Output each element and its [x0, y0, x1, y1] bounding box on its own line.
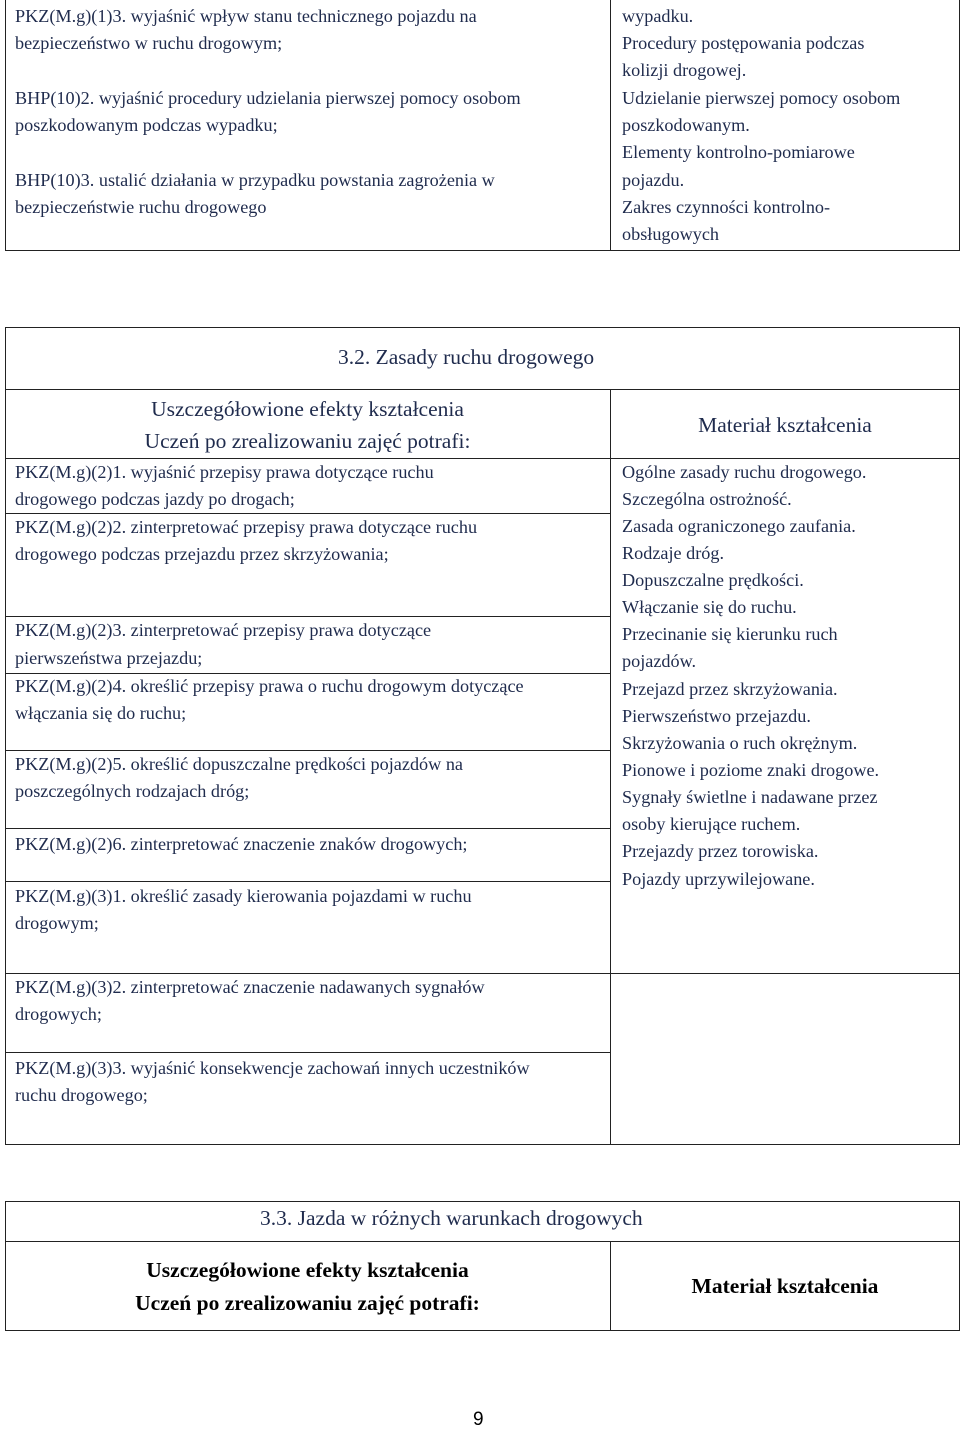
row-divider	[5, 1052, 610, 1053]
effect-line: PKZ(M.g)(2)6. zinterpretować znaczenie znaków drogowych;	[15, 834, 468, 854]
material-line: poszkodowanym.	[622, 115, 750, 135]
material-line: pojazdu.	[622, 170, 685, 190]
material-line: Włączanie się do ruchu.	[622, 597, 797, 617]
effects-header-line-2: Uczeń po zrealizowaniu zajęć potrafi:	[135, 1291, 480, 1315]
material-line: Sygnały świetlne i nadawane przez	[622, 787, 878, 807]
material-line: Przecinanie się kierunku ruch	[622, 624, 838, 644]
effect-line: BHP(10)3. ustalić działania w przypadku powstania zagrożenia w	[15, 170, 495, 190]
material-line: Dopuszczalne prędkości.	[622, 570, 804, 590]
materials-header: Materiał kształcenia	[698, 413, 872, 437]
effect-line: PKZ(M.g)(2)2. zinterpretować przepisy prawa dotyczące ruchu	[15, 517, 478, 537]
material-line: kolizji drogowej.	[622, 60, 747, 80]
effect-line: bezpieczeństwie ruchu drogowego	[15, 197, 267, 217]
material-line: Udzielanie pierwszej pomocy osobom	[622, 88, 901, 108]
page-number: 9	[473, 1409, 484, 1430]
effect-line: ruchu drogowego;	[15, 1085, 148, 1105]
effect-line: PKZ(M.g)(3)1. określić zasady kierowania pojazdami w ruchu	[15, 886, 472, 906]
effect-line: pierwszeństwa przejazdu;	[15, 648, 203, 668]
title-row-divider	[5, 389, 960, 390]
effects-header-line-2: Uczeń po zrealizowaniu zajęć potrafi:	[144, 429, 471, 453]
effect-line: PKZ(M.g)(2)5. określić dopuszczalne prędkości pojazdów na	[15, 754, 463, 774]
material-line: osoby kierujące ruchem.	[622, 814, 801, 834]
effect-line: bezpieczeństwo w ruchu drogowym;	[15, 33, 283, 53]
effect-line: BHP(10)2. wyjaśnić procedury udzielania pierwszej pomocy osobom	[15, 88, 521, 108]
material-line: Przejazdy przez torowiska.	[622, 841, 819, 861]
material-line: Pierwszeństwo przejazdu.	[622, 706, 811, 726]
column-divider	[610, 389, 611, 1145]
row-divider	[5, 828, 610, 829]
material-line: Skrzyżowania o ruch okrężnym.	[622, 733, 858, 753]
table-divider	[610, 0, 611, 251]
material-line: Elementy kontrolno-pomiarowe	[622, 142, 855, 162]
effects-header-line-1: Uszczegółowione efekty kształcenia	[151, 397, 464, 421]
effect-line: poszkodowanym podczas wypadku;	[15, 115, 278, 135]
material-line: Procedury postępowania podczas	[622, 33, 865, 53]
material-line: Ogólne zasady ruchu drogowego.	[622, 462, 867, 482]
section-title: 3.2. Zasady ruchu drogowego	[338, 345, 595, 369]
materials-header: Materiał kształcenia	[691, 1274, 879, 1298]
material-line: wypadku.	[622, 6, 694, 26]
material-line: Zasada ograniczonego zaufania.	[622, 516, 856, 536]
section-title: 3.3. Jazda w różnych warunkach drogowych	[260, 1206, 643, 1230]
effect-line: drogowego podczas przejazdu przez skrzyżowania;	[15, 544, 389, 564]
effect-line: drogowego podczas jazdy po drogach;	[15, 489, 295, 509]
effect-line: poszczególnych rodzajach dróg;	[15, 781, 250, 801]
effect-line: PKZ(M.g)(3)3. wyjaśnić konsekwencje zachowań innych uczestników	[15, 1058, 530, 1078]
effect-line: włączania się do ruchu;	[15, 703, 187, 723]
title-row-divider	[5, 1241, 960, 1242]
effect-line: PKZ(M.g)(3)2. zinterpretować znaczenie nadawanych sygnałów	[15, 977, 485, 997]
material-line: Pionowe i poziome znaki drogowe.	[622, 760, 880, 780]
effect-line: PKZ(M.g)(2)4. określić przepisy prawa o ruchu drogowym dotyczące	[15, 676, 524, 696]
effect-line: drogowym;	[15, 913, 99, 933]
effect-line: PKZ(M.g)(2)3. zinterpretować przepisy prawa dotyczące	[15, 620, 432, 640]
material-line: Pojazdy uprzywilejowane.	[622, 869, 815, 889]
material-line: Rodzaje dróg.	[622, 543, 725, 563]
effect-line: PKZ(M.g)(1)3. wyjaśnić wpływ stanu technicznego pojazdu na	[15, 6, 477, 26]
material-line: obsługowych	[622, 224, 719, 244]
effect-line: PKZ(M.g)(2)1. wyjaśnić przepisy prawa dotyczące ruchu	[15, 462, 434, 482]
material-line: Przejazd przez skrzyżowania.	[622, 679, 838, 699]
material-line: Zakres czynności kontrolno-	[622, 197, 831, 217]
material-line: pojazdów.	[622, 651, 697, 671]
effects-header-line-1: Uszczegółowione efekty kształcenia	[146, 1258, 469, 1282]
effect-line: drogowych;	[15, 1004, 102, 1024]
material-line: Szczególna ostrożność.	[622, 489, 792, 509]
